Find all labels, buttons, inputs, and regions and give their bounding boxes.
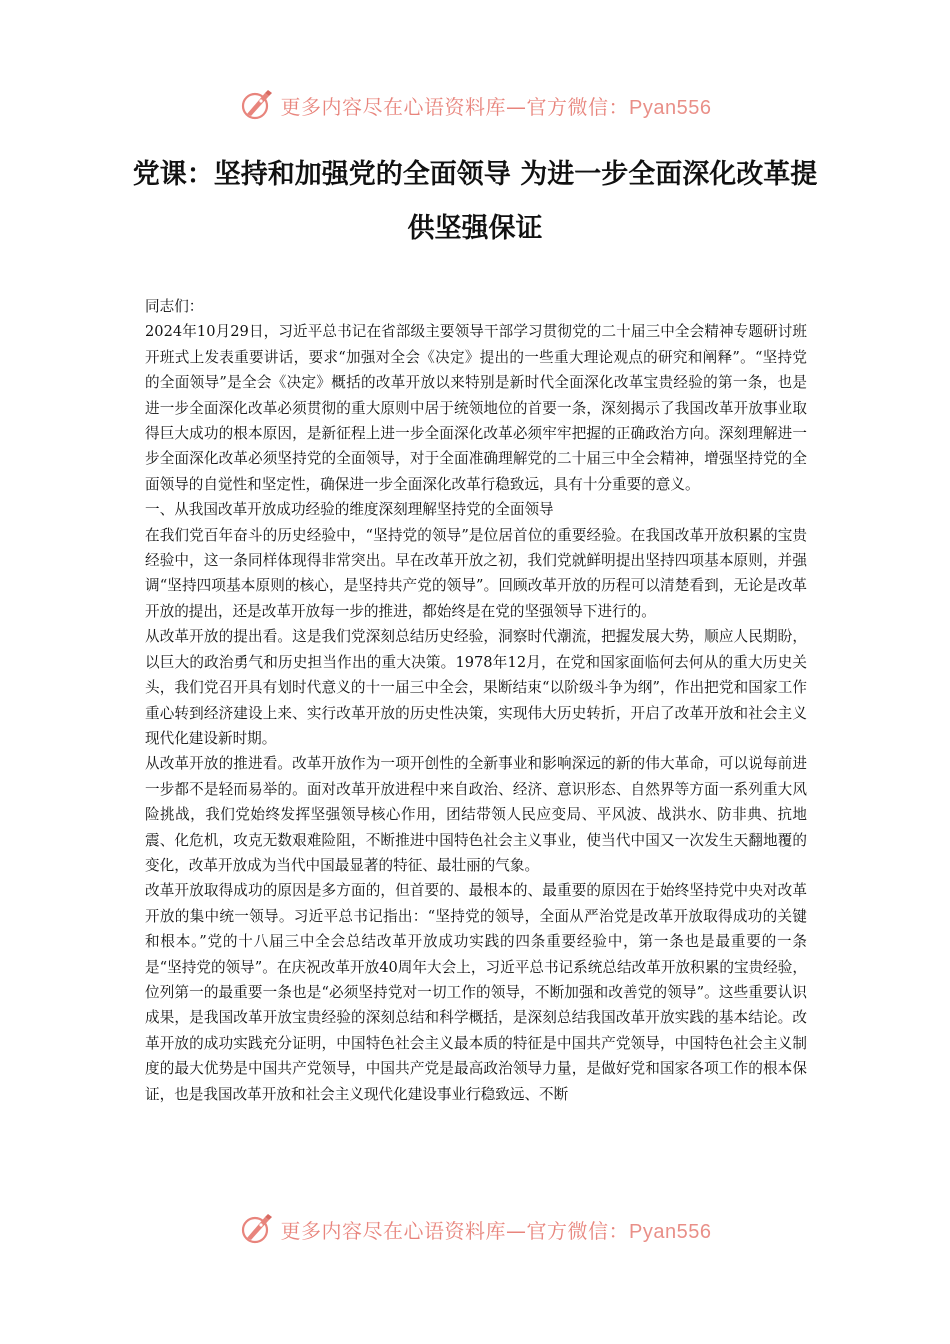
- paragraph: 改革开放取得成功的原因是多方面的，但首要的、最根本的、最重要的原因在于始终坚持党中央对改革开放的集中统一领导。习近平总书记指出：“坚持党的领导，全面从严治党是改革开放取得成功的关键和根本。”党的十八届三中全会总结改革开放成功实践的四条重要经验中，第一条也是最重要的一条是“坚持党的领导”。在庆祝改革开放40周年大会上，习近平总书记系统总结改革开放积累的宝贵经验，位列第一的最重要一条也是“必须坚持党对一切工作的领导，不断加强和改善党的领导”。这些重要认识成果，是我国改革开放宝贵经验的深刻总结和科学概括，是深刻总结我国改革开放实践的基本结论。改革开放的成功实践充分证明，中国特色社会主义最本质的特征是中国共产党领导，中国特色社会主义制度的最大优势是中国共产党领导，中国共产党是最高政治领导力量，是做好党和国家各项工作的根本保证，也是我国改革开放和社会主义现代化建设事业行稳致远、不断: [145, 882, 807, 1103]
- watermark-text: 更多内容尽在心语资料库—官方微信：Pyan556: [280, 94, 712, 119]
- salutation: 同志们：: [145, 298, 204, 315]
- watermark-footer: [0, 1209, 950, 1249]
- pen-circle-logo-icon: [239, 1211, 275, 1247]
- document-body: [145, 294, 807, 1107]
- paragraph: 从改革开放的提出看。这是我们党深刻总结历史经验，洞察时代潮流，把握发展大势，顺应人民期盼，以巨大的政治勇气和历史担当作出的重大决策。1978年12月，在党和国家面临何去何从的重大历史关头，我们党召开具有划时代意义的十一届三中全会，果断结束“以阶级斗争为纲”，作出把党和国家工作重心转到经济建设上来、实行改革开放的历史性决策，实现伟大历史转折，开启了改革开放和社会主义现代化建设新时期。: [145, 628, 807, 747]
- paragraph: 从改革开放的推进看。改革开放作为一项开创性的全新事业和影响深远的新的伟大革命，可以说每前进一步都不是轻而易举的。面对改革开放进程中来自政治、经济、意识形态、自然界等方面一系列重大风险挑战，我们党始终发挥坚强领导核心作用，团结带领人民应变局、平风波、战洪水、防非典、抗地震、化危机，攻克无数艰难险阻，不断推进中国特色社会主义事业，使当代中国又一次发生天翻地覆的变化，改革开放成为当代中国最显著的特征、最壮丽的气象。: [145, 755, 807, 874]
- watermark-header: [0, 85, 950, 125]
- wechat-id: Pyan556: [629, 1220, 712, 1243]
- section-heading: 一、从我国改革开放成功经验的维度深刻理解坚持党的全面领导: [145, 501, 554, 519]
- paragraph: 在我们党百年奋斗的历史经验中，“坚持党的领导”是位居首位的重要经验。在我国改革开放积累的宝贵经验中，这一条同样体现得非常突出。早在改革开放之初，我们党就鲜明提出坚持四项基本原则，并强调“坚持四项基本原则的核心，是坚持共产党的领导”。回顾改革开放的历程可以清楚看到，无论是改革开放的提出，还是改革开放每一步的推进，都始终是在党的坚强领导下进行的。: [145, 526, 807, 620]
- paragraph: 2024年10月29日，习近平总书记在省部级主要领导干部学习贯彻党的二十届三中全会精神专题研讨班开班式上发表重要讲话，要求“加强对全会《决定》提出的一些重大理论观点的研究和阐释”。“坚持党的全面领导”是全会《决定》概括的改革开放以来特别是新时代全面深化改革宝贵经验的第一条，也是进一步全面深化改革必须贯彻的重大原则中居于统领地位的首要一条，深刻揭示了我国改革开放事业取得巨大成功的根本原因，是新征程上进一步全面深化改革必须牢牢把握的正确政治方向。深刻理解进一步全面深化改革必须坚持党的全面领导，对于全面准确理解党的二十届三中全会精神，增强坚持党的全面领导的自觉性和坚定性，确保进一步全面深化改革行稳致远，具有十分重要的意义。: [145, 323, 807, 493]
- document-title: 党课：坚持和加强党的全面领导 为进一步全面深化改革提供坚强保证: [132, 159, 818, 244]
- wechat-id: Pyan556: [629, 96, 712, 119]
- pen-circle-logo-icon: [239, 87, 275, 123]
- watermark-text: 更多内容尽在心语资料库—官方微信：Pyan556: [280, 1218, 712, 1243]
